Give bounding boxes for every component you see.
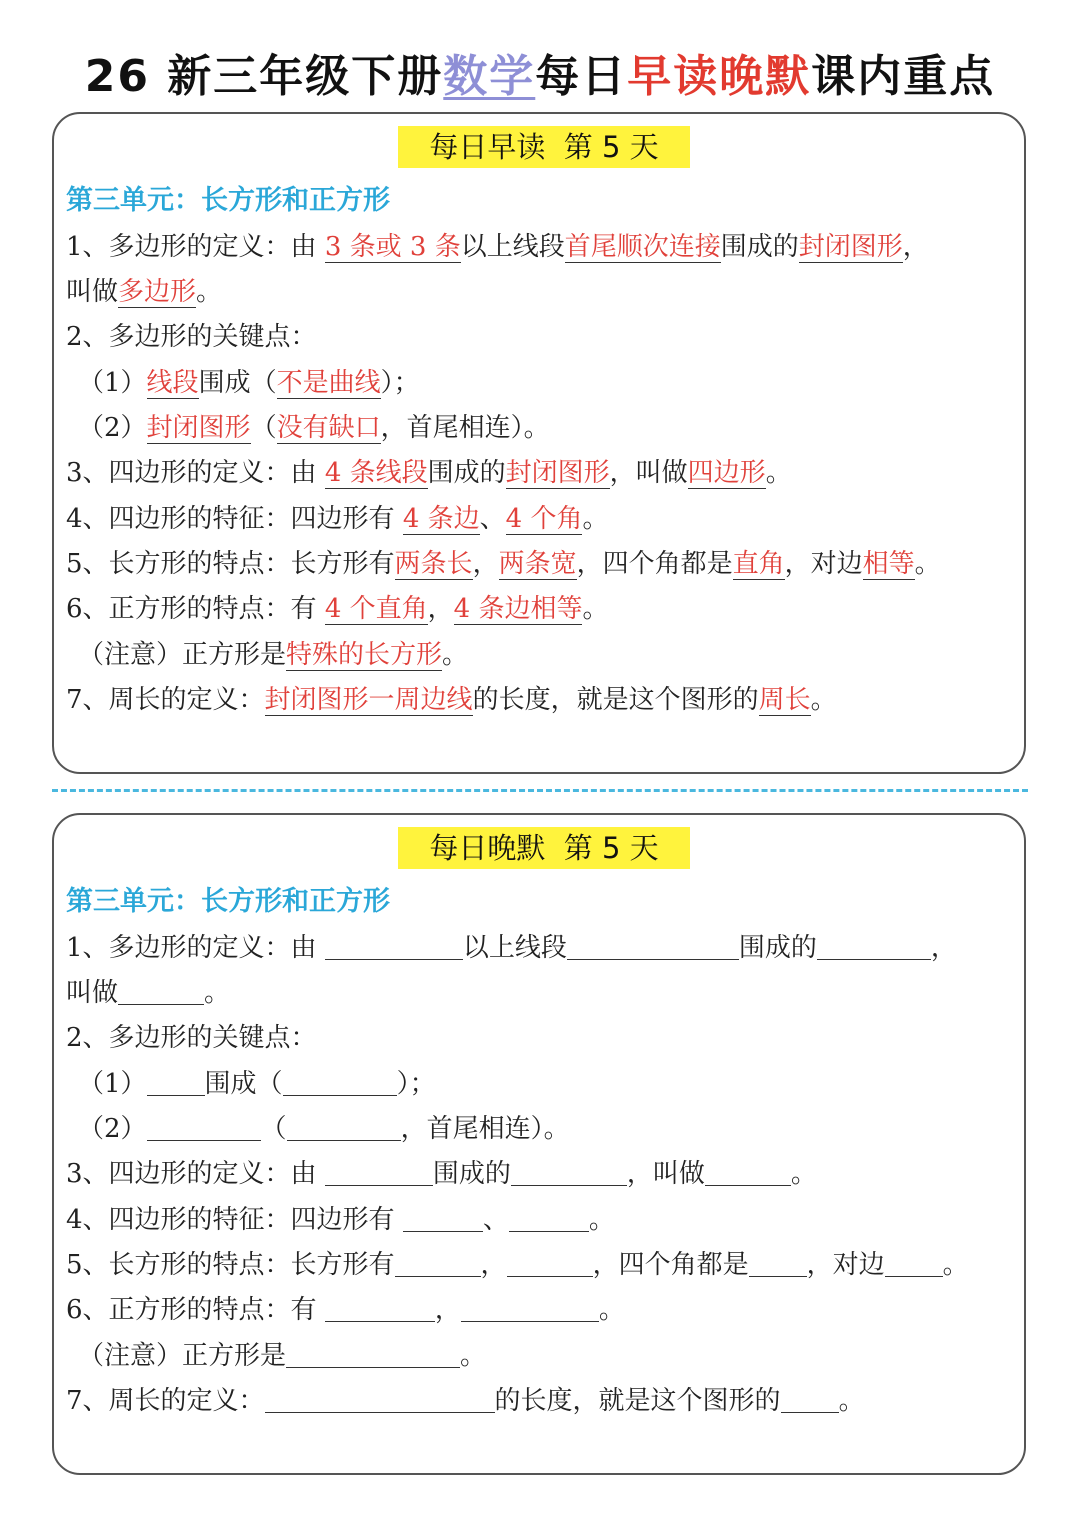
text: （2）: [78, 413, 147, 443]
morning-line-10: [78, 634, 468, 671]
text: （: [260, 1114, 287, 1144]
answer-blank[interactable]: [509, 1207, 589, 1232]
text: 3、四边形的定义：由: [66, 458, 325, 488]
text: ，: [480, 1250, 507, 1280]
answer: 4 条边: [402, 504, 480, 534]
answer: 线段: [146, 368, 199, 398]
evening-line-9: [66, 1289, 625, 1326]
morning-line-5: [78, 407, 550, 444]
evening-line-6: [66, 1153, 817, 1190]
text: 。: [582, 594, 609, 624]
text: 围成（: [198, 368, 277, 398]
answer-blank[interactable]: [325, 935, 463, 960]
text: 1、多边形的定义：由: [66, 232, 325, 262]
answer-blank[interactable]: [283, 1071, 397, 1096]
answer: 4 个直角: [324, 594, 428, 624]
title-part5: 课内重点: [811, 51, 996, 102]
text: 。: [442, 640, 469, 670]
morning-line-1: [66, 226, 929, 263]
evening-unit-title: 第三单元：长方形和正方形: [66, 886, 390, 917]
evening-line-3: 2、多边形的关键点：: [66, 1023, 317, 1053]
answer-blank[interactable]: [781, 1388, 839, 1413]
answer: 4 条线段: [324, 458, 428, 488]
text: 以上线段: [462, 933, 567, 963]
text: 。: [810, 685, 837, 715]
text: 5、长方形的特点：长方形有: [66, 1250, 395, 1280]
text: ，: [930, 933, 957, 963]
title-subject: 数学: [443, 51, 536, 102]
text: 5、长方形的特点：长方形有: [66, 549, 395, 579]
title-highlight: 早读晚默: [627, 51, 812, 102]
evening-line-5: [78, 1108, 570, 1145]
morning-unit-title: 第三单元：长方形和正方形: [66, 185, 390, 216]
answer: 没有缺口: [276, 413, 381, 443]
text: 的长度，就是这个图形的: [472, 685, 759, 715]
answer: 封闭图形: [146, 413, 251, 443]
morning-header: 每日早读 第 5 天: [398, 126, 690, 168]
text: 7、周长的定义：: [66, 1386, 265, 1416]
text: 4、四边形的特征：四边形有: [66, 1205, 403, 1235]
text: 。: [204, 978, 231, 1008]
morning-line-2: [66, 271, 222, 308]
text: 。: [460, 1341, 487, 1371]
text: （1）: [78, 368, 147, 398]
answer-blank[interactable]: [507, 1252, 593, 1277]
answer-blank[interactable]: [705, 1161, 791, 1186]
text: 、: [479, 504, 506, 534]
text: ）；: [380, 368, 420, 398]
answer: 特殊的长方形: [286, 640, 443, 670]
evening-line-8: [66, 1244, 969, 1281]
text: ，四个角都是: [592, 1250, 749, 1280]
answer-blank[interactable]: [147, 1116, 261, 1141]
text: ，首尾相连）。: [400, 1114, 570, 1144]
text: 7、周长的定义：: [66, 685, 265, 715]
answer: 两条宽: [498, 549, 577, 579]
text: 。: [838, 1386, 865, 1416]
evening-line-1: [66, 927, 957, 964]
text: 4、四边形的特征：四边形有: [66, 504, 403, 534]
text: （注意）正方形是: [78, 640, 287, 670]
evening-line-2: [66, 972, 230, 1009]
text: 3、四边形的定义：由: [66, 1159, 325, 1189]
text: 。: [914, 549, 941, 579]
answer-blank[interactable]: [265, 1388, 495, 1413]
answer: 封闭图形: [798, 232, 903, 262]
answer: 不是曲线: [276, 368, 381, 398]
answer: 封闭图形一周边线: [264, 685, 473, 715]
answer-blank[interactable]: [325, 1161, 433, 1186]
evening-line-7: [66, 1199, 615, 1236]
morning-line-3: 2、多边形的关键点：: [66, 322, 317, 352]
text: ，: [472, 549, 499, 579]
answer-blank[interactable]: [817, 935, 931, 960]
text: 。: [196, 277, 223, 307]
text: 。: [588, 1205, 615, 1235]
answer-blank[interactable]: [395, 1252, 481, 1277]
text: 的长度，就是这个图形的: [494, 1386, 781, 1416]
text: 。: [598, 1295, 625, 1325]
morning-reading-card: [52, 112, 1026, 774]
evening-dictation-card: [52, 813, 1026, 1475]
text: 。: [582, 504, 609, 534]
morning-line-7: [66, 498, 608, 535]
text: ，对边: [784, 549, 863, 579]
text: 围成（: [204, 1069, 283, 1099]
dashed-divider: [52, 789, 1028, 792]
text: ，叫做: [609, 458, 688, 488]
evening-line-10: [78, 1335, 486, 1372]
text: 、: [482, 1205, 509, 1235]
answer-blank[interactable]: [286, 1343, 460, 1368]
text: ，: [434, 1295, 461, 1325]
answer-blank[interactable]: [567, 935, 739, 960]
text: （2）: [78, 1114, 147, 1144]
answer-blank[interactable]: [325, 1297, 435, 1322]
answer: 多边形: [118, 277, 197, 307]
answer: 4 条边相等: [453, 594, 583, 624]
text: 1、多边形的定义：由: [66, 933, 325, 963]
text: 围成的: [427, 458, 506, 488]
text: 6、正方形的特点：有: [66, 1295, 325, 1325]
evening-header: 每日晚默 第 5 天: [398, 827, 690, 869]
text: 围成的: [720, 232, 799, 262]
answer-blank[interactable]: [403, 1207, 483, 1232]
text: 。: [942, 1250, 969, 1280]
text: 叫做: [66, 978, 119, 1008]
text: 围成的: [738, 933, 817, 963]
evening-line-4: [78, 1063, 436, 1100]
text: ，: [902, 232, 929, 262]
morning-line-8: [66, 543, 941, 580]
answer: 封闭图形: [505, 458, 610, 488]
answer: 四边形: [687, 458, 766, 488]
text: （: [250, 413, 277, 443]
answer: 两条长: [394, 549, 473, 579]
text: 。: [790, 1159, 817, 1189]
text: ，: [427, 594, 454, 624]
evening-line-11: [66, 1380, 865, 1417]
answer: 相等: [862, 549, 915, 579]
text: ）；: [396, 1069, 436, 1099]
title-part1: 26 新三年级下册: [84, 51, 444, 102]
text: 叫做: [66, 277, 119, 307]
morning-line-4: [78, 362, 420, 399]
text: ，四个角都是: [576, 549, 733, 579]
answer: 首尾顺次连接: [564, 232, 721, 262]
morning-line-6: [66, 452, 792, 489]
answer: 3 条或 3 条: [324, 232, 461, 262]
answer: 周长: [758, 685, 811, 715]
text: ，首尾相连）。: [380, 413, 550, 443]
answer-blank[interactable]: [461, 1297, 599, 1322]
answer-blank[interactable]: [287, 1116, 401, 1141]
answer-blank[interactable]: [118, 980, 204, 1005]
morning-line-11: [66, 679, 837, 716]
text: ，叫做: [626, 1159, 705, 1189]
text: 以上线段: [460, 232, 565, 262]
answer: 4 个角: [505, 504, 583, 534]
text: （注意）正方形是: [78, 1341, 287, 1371]
answer-blank[interactable]: [885, 1252, 943, 1277]
text: 围成的: [432, 1159, 511, 1189]
answer-blank[interactable]: [749, 1252, 807, 1277]
text: ，对边: [806, 1250, 885, 1280]
page-title: [0, 40, 1080, 104]
answer: 直角: [732, 549, 785, 579]
text: （1）: [78, 1069, 147, 1099]
answer-blank[interactable]: [511, 1161, 627, 1186]
text: 6、正方形的特点：有: [66, 594, 325, 624]
text: 。: [765, 458, 792, 488]
title-part3: 每日: [535, 51, 628, 102]
morning-line-9: [66, 588, 608, 625]
answer-blank[interactable]: [147, 1071, 205, 1096]
